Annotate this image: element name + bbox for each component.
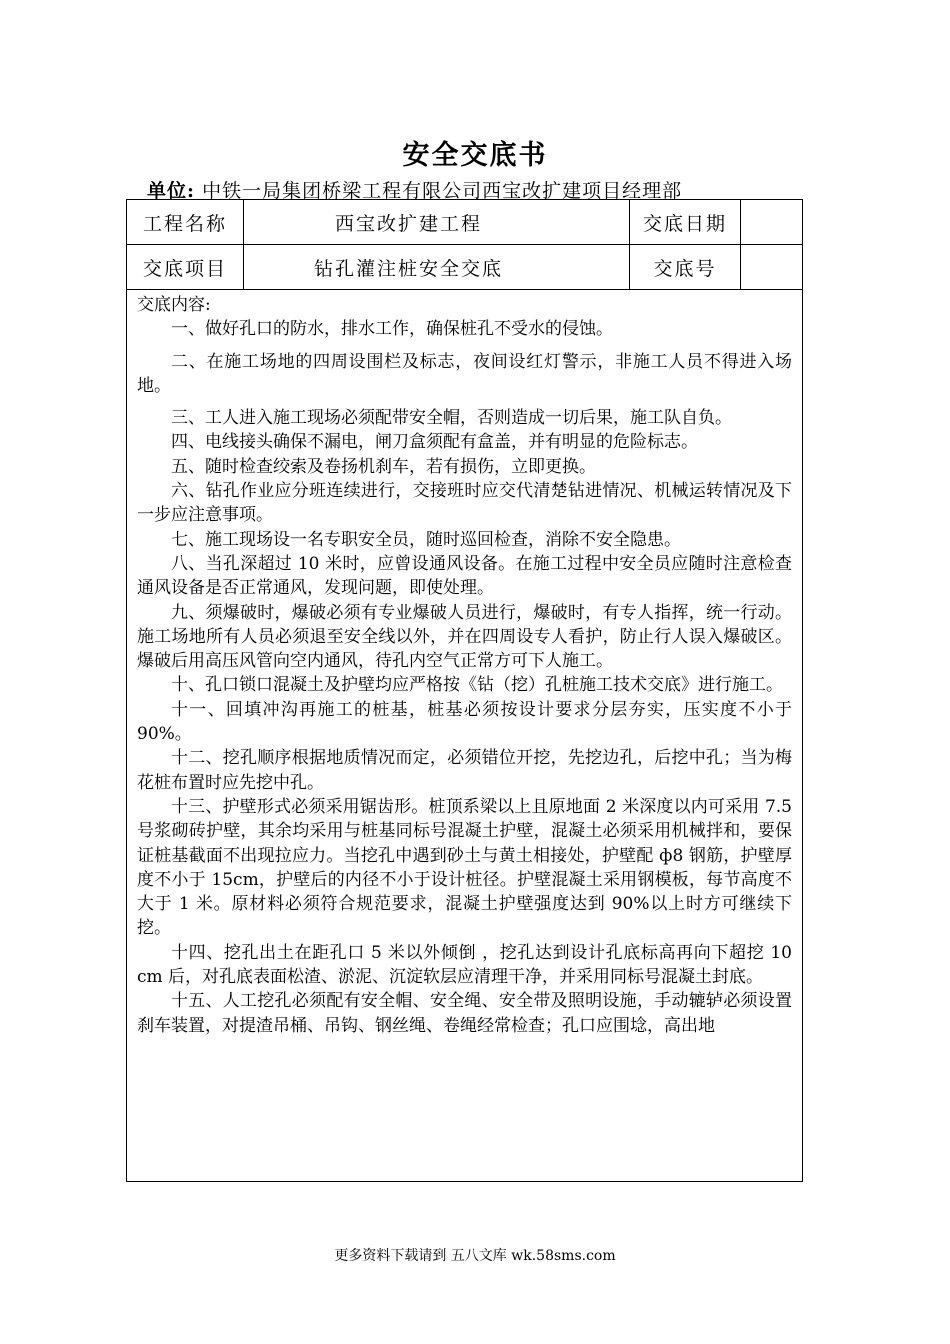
briefing-table (126, 199, 803, 1182)
project-name-label: 工程名称 (127, 200, 244, 244)
briefing-item-value (244, 245, 630, 289)
content-paragraph: 八、当孔深超过 10 米时，应曾设通风设备。在施工过程中安全员应随时注意检查通风设备是否正常通风，发现问题，即使处理。 (137, 553, 792, 599)
content-paragraph: 七、施工现场设一名专职安全员，随时巡回检查，消除不安全隐患。 (171, 529, 681, 550)
content-paragraph: 十五、人工挖孔必须配有安全帽、安全绳、安全带及照明设施，手动辘轳必须设置刹车装置，对提渣吊桶、吊钩、钢丝绳、卷绳经常检查；孔口应围埝，高出地 (137, 991, 792, 1036)
content-paragraph: 十、孔口锁口混凝土及护壁均应严格按《钻（挖）孔桩施工技术交底》进行施工。 (171, 675, 783, 696)
footer-download-note: 更多资料下载请到 五八文库 wk.58sms.com (334, 1248, 616, 1264)
briefing-number-value (741, 245, 802, 289)
briefing-date-value (741, 200, 802, 244)
unit-label: 单位: (147, 180, 196, 202)
briefing-number-label: 交底号 (630, 245, 741, 289)
content-paragraph: 四、电线接头确保不漏电，闸刀盒须配有盒盖，并有明显的危险标志。 (171, 432, 698, 453)
content-paragraph: 十三、护壁形式必须采用锯齿形。桩顶系梁以上且原地面 2 米深度以内可采用 7.5 号浆砌砖护壁，其余均采用与桩基同标号混凝土护壁，混凝土必须采用机械拌和，要保证桩基截面不出现拉应力。当挖孔中遇到砂土与黄土相接处，护壁配 ф8 钢筋，护壁厚度不小于 15cm，护壁后的内径不小于设计桩径。护壁混凝土采用钢模板，每节高度不大于 1 米。原材料必须符合规范要求，混凝土护壁强度达到 90%以上时方可继续下挖。 (137, 796, 792, 939)
briefing-content (127, 290, 802, 1038)
briefing-item-label: 交底项目 (127, 245, 244, 289)
project-name-value (244, 200, 630, 244)
table-row-item (127, 245, 802, 290)
content-paragraph: 十一、回填冲沟再施工的桩基，桩基必须按设计要求分层夯实，压实度不小于 90%。 (137, 699, 792, 745)
unit-value: 中铁一局集团桥梁工程有限公司西宝改扩建项目经理部 (202, 180, 683, 202)
content-paragraph: 三、工人进入施工现场必须配带安全帽，否则造成一切后果，施工队自负。 (171, 408, 732, 429)
content-paragraph: 十二、挖孔顺序根据地质情况而定，必须错位开挖，先挖边孔，后挖中孔；当为梅花桩布置时应先挖中孔。 (137, 748, 792, 793)
content-paragraph: 九、须爆破时，爆破必须有专业爆破人员进行，爆破时，有专人指挥，统一行动。施工场地所有人员必须退至安全线以外，并在四周设专人看护，防止行人误入爆破区。爆破后用高压风管向空内通风，待孔内空气正常方可下人施工。 (137, 602, 792, 672)
project-name-text: 西宝改扩建工程 (334, 212, 482, 235)
briefing-date-label: 交底日期 (630, 200, 741, 244)
content-paragraph: 一、做好孔口的防水，排水工作，确保桩孔不受水的侵蚀。 (171, 319, 613, 340)
document-title: 安全交底书 (402, 140, 548, 171)
table-row-project (127, 200, 802, 245)
content-paragraph: 六、钻孔作业应分班连续进行，交接班时应交代清楚钻进情况、机械运转情况及下一步应注意事项。 (137, 481, 792, 526)
content-heading: 交底内容: (137, 295, 211, 315)
content-paragraph: 二、在施工场地的四周设围栏及标志，夜间设红灯警示，非施工人员不得进入场地。 (137, 351, 792, 396)
content-paragraph: 十四、挖孔出土在距孔口 5 米以外倾倒 ，挖孔达到设计孔底标高再向下超挖 10 cm 后，对孔底表面松渣、淤泥、沉淀软层应清理干净，并采用同标号混凝土封底。 (137, 942, 792, 988)
briefing-item-text: 钻孔灌注桩安全交底 (313, 257, 503, 280)
content-paragraph: 五、随时检查绞索及卷扬机刹车，若有损伤，立即更换。 (171, 456, 596, 477)
